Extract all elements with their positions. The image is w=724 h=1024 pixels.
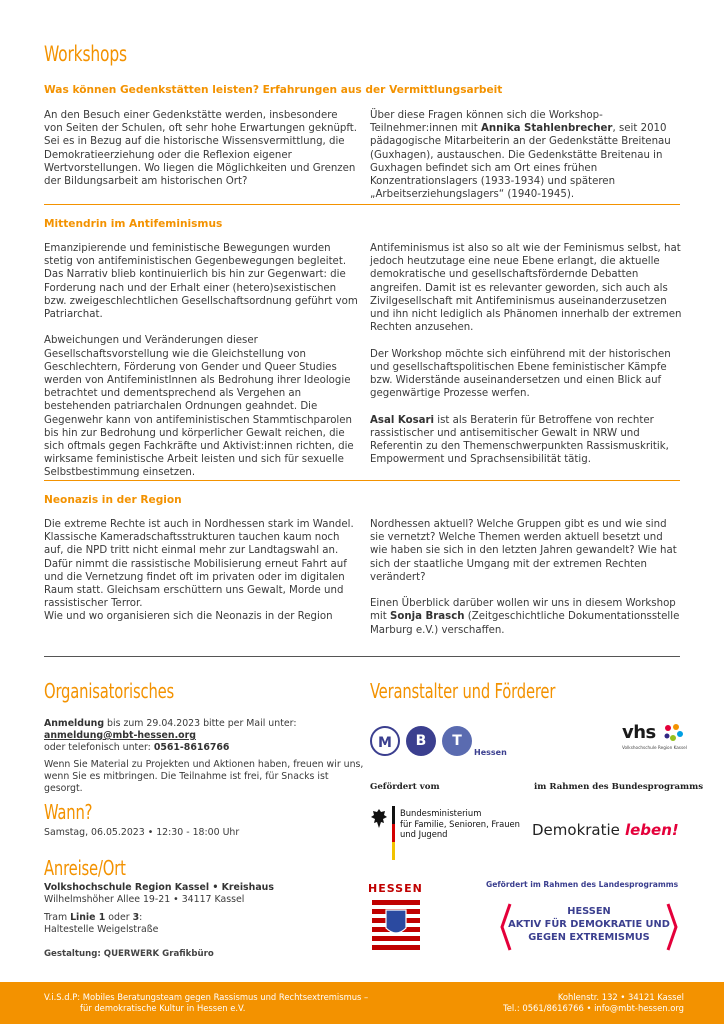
ws3-right-p2: Einen Überblick darüber wollen wir uns in diesem Workshop mit Sonja Brasch (Zeitgeschichtliche Dokumentationsstelle Marburg e.V.) verschaffen. bbox=[370, 598, 680, 636]
ws1-right-p1: Über diese Fragen können sich die Workshop-Teilnehmer:innen mit Annika Stahlenbrecher, seit 2010 pädagogische Mitarbeiterin an der Gedenkstätte Breitenau (Guxhagen), austauschen. Die Gedenkstätte Breitenau in Guxhagen befindet sich am Ort eines frühen Konzentrationslagers (1933-1934) und späteren „Arbeitserziehungslagers“ (1940-1945). bbox=[370, 110, 671, 201]
hessen-coat-of-arms-icon bbox=[372, 900, 420, 950]
state-program-label: Gefördert im Rahmen des Landesprogramms bbox=[486, 880, 679, 889]
org-heading: Organisatorisches bbox=[44, 679, 175, 703]
registration-label: Anmeldung bbox=[44, 718, 105, 729]
mbt-letter-b: B bbox=[406, 726, 436, 756]
ws2-left-column bbox=[44, 242, 358, 480]
venue-heading: Anreise/Ort bbox=[44, 856, 126, 880]
ws1-right-column bbox=[370, 109, 682, 201]
footer-imprint: V.i.S.d.P: Mobiles Beratungsteam gegen Rassismus und Rechtsextremismus – für demokratische Kultur in Hessen e.V. bbox=[44, 992, 369, 1013]
ws2-left-p2: Abweichungen und Veränderungen dieser Gesellschaftsvorstellung wie die Gleichstellung von Geschlechtern, Förderung von Gender und Queer Studies werden von AntifeministInnen als Bedrohung ihrer Ideologie betrachtet und dementsprechend als Vergehen an bestehenden patriarchalen Ordnungen geahndet. Die Gegenwehr kann von antifeministischen Stammtischparolen bis hin zur Bedrohung und körperlicher Gewalt reichen, die sich oftmals gegen Fachkräfte und Aktivist:innen richten, die wirksame feministische Arbeit leisten und sich für sexuelle Selbstbestimmung einsetzen. bbox=[44, 335, 354, 479]
venue-address: Wilhelmshöher Allee 19-21 • 34117 Kassel bbox=[44, 894, 245, 905]
ws3-left-p1: Die extreme Rechte ist auch in Nordhessen stark im Wandel. Klassische Kameradschaftsstrukturen tauchen kaum noch auf, die NPD tritt nicht einmal mehr zur Landtagswahl an. Dafür nimmt die rassistische Mobilisierung erneut Fahrt auf und die Vernetzung findet oft im privaten oder im digitalen Raum statt. Gleichsam erschüttern uns Gewalt, Morde und rassistischer Terror. bbox=[44, 519, 354, 610]
mbt-suffix: Hessen bbox=[474, 748, 507, 757]
material-note: Wenn Sie Material zu Projekten und Aktionen haben, freuen wir uns, wenn Sie es mitbringen. Die Teilnahme ist frei, für Snacks ist gesorgt. bbox=[44, 759, 364, 794]
section-divider bbox=[44, 656, 680, 657]
federal-program-label: im Rahmen des Bundesprogramms bbox=[534, 782, 704, 792]
ws3-right-p1: Nordhessen aktuell? Welche Gruppen gibt es und wie sind sie vernetzt? Welche Themen werden aktuell besetzt und wie haben sie sich in den letzten Jahren gewandelt? Wie hat sich der staatliche Umgang mit der extremen Rechten verändert? bbox=[370, 519, 677, 583]
registration-email-link[interactable]: anmeldung@mbt-hessen.org bbox=[44, 730, 196, 741]
mbt-letter-m: M bbox=[370, 726, 400, 756]
vhs-logo bbox=[622, 722, 687, 756]
demokratie-leben-logo: Demokratie leben! bbox=[532, 821, 679, 839]
mbt-logo bbox=[370, 724, 507, 760]
ws2-right-p1: Antifeminismus ist also so alt wie der Feminismus selbst, hat jedoch heutzutage eine neue Ebene erlangt, die aktuelle demokratische und gesellschaftsfördernde Debatten angreifen. Damit ist es relevanter geworden, sich auch als Zivilgesellschaft mit Antifeminismus auseinanderzusetzen und ihn nicht lediglich als Phänomen innerhalb der extremen Rechten anzusehen. bbox=[370, 243, 682, 334]
ws3-title: Neonazis in der Region bbox=[44, 494, 182, 506]
ws2-right-p3: Asal Kosari ist als Beraterin für Betroffene von rechter rassistischer und antisemitischer Gewalt in NRW und Referentin zu den Themenschwerpunkten Rassismuskritik, Empowerment und Sprachsensibilität tätig. bbox=[370, 414, 669, 466]
sponsors-heading: Veranstalter und Förderer bbox=[370, 679, 556, 703]
footer-contact: Kohlenstr. 132 • 34121 Kassel Tel.: 0561/8616766 • info@mbt-hessen.org bbox=[503, 992, 684, 1013]
ws1-left-p1: An den Besuch einer Gedenkstätte werden, insbesondere von Seiten der Schulen, oft sehr hohe Erwartungen geknüpft. Sei es in Bezug auf die historische Wissensvermittlung, die Demokratieerziehung oder die Reflexion eigener Wertvorstellungen. Wo liegen die Möglichkeiten und Grenzen der Bildungsarbeit am historischen Ort? bbox=[44, 110, 358, 188]
ws3-right-column bbox=[370, 518, 682, 637]
funded-by-label: Gefördert vom bbox=[370, 782, 440, 792]
tram-block: Tram Linie 1 oder 3: Haltestelle Weigelstraße bbox=[44, 912, 364, 936]
venue-name: Volkshochschule Region Kassel • Kreishaus bbox=[44, 882, 274, 893]
ws2-right-column bbox=[370, 242, 682, 466]
speaker-name: Asal Kosari bbox=[370, 414, 435, 426]
section-divider bbox=[44, 480, 680, 481]
federal-eagle-icon bbox=[370, 808, 388, 830]
registration-phone: 0561-8616766 bbox=[153, 742, 230, 753]
speaker-name: Annika Stahlenbrecher bbox=[480, 123, 613, 135]
bmfsfj-logo: Bundesministerium für Familie, Senioren, Frauen und Jugend bbox=[370, 806, 520, 862]
ws1-title: Was können Gedenkstätten leisten? Erfahrungen aus der Vermittlungsarbeit bbox=[44, 84, 503, 96]
footer bbox=[0, 982, 724, 1024]
design-credit: Gestaltung: QUERWERK Grafikbüro bbox=[44, 949, 214, 959]
workshops-heading: Workshops bbox=[44, 42, 127, 66]
ws3-left-column bbox=[44, 518, 358, 624]
hessen-aktiv-logo: HESSEN AKTIV FÜR DEMOKRATIE UND GEGEN EXTREMISMUS bbox=[500, 900, 678, 954]
vhs-wordmark: vhs bbox=[622, 722, 656, 743]
mbt-letter-t: T bbox=[442, 726, 472, 756]
tram-stop: Haltestelle Weigelstraße bbox=[44, 924, 159, 935]
ws2-title: Mittendrin im Antifeminismus bbox=[44, 218, 223, 230]
vhs-dots-icon bbox=[664, 724, 684, 744]
event-date: Samstag, 06.05.2023 • 12:30 - 18:00 Uhr bbox=[44, 827, 240, 838]
registration-block: Anmeldung bis zum 29.04.2023 bitte per Mail unter: anmeldung@mbt-hessen.org oder telefonisch unter: 0561-8616766 bbox=[44, 718, 297, 753]
ws2-right-p2: Der Workshop möchte sich einführend mit der historischen und gesellschaftspolitischen Ebene feministischer Kämpfe bzw. Widerstände auseinandersetzen und einen Blick auf gegenwärtige Prozesse werfen. bbox=[370, 348, 671, 400]
when-heading: Wann? bbox=[44, 800, 93, 824]
ws1-left-column bbox=[44, 109, 358, 188]
vhs-subtitle: Volkshochschule Region Kassel bbox=[622, 745, 687, 750]
speaker-name: Sonja Brasch bbox=[390, 611, 465, 623]
venue-block bbox=[44, 882, 364, 906]
ws3-left-p1-last: Wie und wo organisieren sich die Neonazis in der Region bbox=[44, 611, 333, 623]
hessen-logo: HESSEN bbox=[368, 882, 428, 952]
ws2-left-p1: Emanzipierende und feministische Bewegungen wurden stetig von antifeministischen Gegenbewegungen begleitet. Das Narrativ blieb kontinuierlich bis hin zur Gegenwart: die Forderung nach und der Erhalt einer (hetero)sexistischen bzw. zweigeschlechtlichen Gesellschaftsordnung geführt vom Patriarchat. bbox=[44, 243, 358, 321]
section-divider bbox=[44, 204, 680, 205]
